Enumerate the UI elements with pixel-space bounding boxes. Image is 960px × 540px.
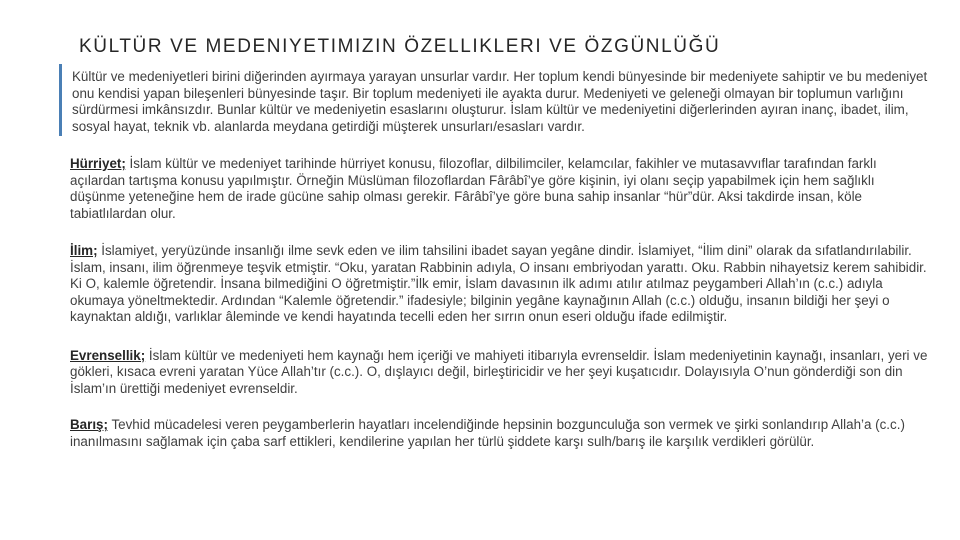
section-baris [70,417,928,450]
section-text: Tevhid mücadelesi veren peygamberlerin hayatları incelendiğinde hepsinin bozgunculuğa son vermek ve şirki sonlandırıp Allah’a (c.c.) inanılmasını sağlamak için çaba sarf ettikleri, kendilerine yapılan her türlü şiddete karşı sulh/barış ile karşılık verdikleri görülür. [70,417,905,449]
section-term: İlim; [70,243,98,258]
accent-bar [59,64,62,136]
section-term: Evrensellik; [70,347,146,363]
section-term: Barış; [70,417,108,432]
slide-body [70,69,928,450]
intro-paragraph: Kültür ve medeniyetleri birini diğerinden ayırmaya yarayan unsurlar vardır. Her toplum kendi bünyesinde bir medeniyete sahiptir ve bu medeniyet onu kendisi yapan bileşenleri bünyesinde taşır. Bir toplum medeniyeti ile ayakta durur. Medeniyeti ve geleneği olmayan bir toplumun varlığını sürdürmesi imkânsızdır. Bunlar kültür ve medeniyetin esaslarını oluşturur. İslam kültür ve medeniyetini diğerlerinden ayıran inanç, ibadet, ilim, sosyal hayat, teknik vb. alanlarda meydana getirdiği müşterek unsurları/esasları vardır. [72,69,928,134]
section-text: İslam kültür ve medeniyeti hem kaynağı hem içeriği ve mahiyeti itibarıyla evrenseldir. İslam medeniyetinin kaynağı, insanları, yeri ve gökleri, kısaca evreni yaratan Yüce Allah’tır (c.c.). O, dışlayıcı değil, birleştiricidir ve her şeyi kuşatıcıdır. Dolayısıyla O’nun gönderdiği son din İslam’ın ürettiği medeniyet evrenseldir. [70,347,928,396]
section-hurriyet [70,156,928,222]
section-text: İslamiyet, yeryüzünde insanlığı ilme sevk eden ve ilim tahsilini ibadet sayan yegâne dindir. İslamiyet, “İlim dini” olarak da sıfatlandırılabilir. İslam, insanı, ilim öğrenmeye teşvik etmiştir. “Oku, yaratan Rabbinin adıyla, O insanı embriyodan yarattı. Oku. Rabbin nihayetsiz kerem sahibidir. Ki O, kalemle öğretendir. İnsana bilmediğini O öğretmiştir.”İlk emir, İslam davasının ilk adımı atılır atılmaz peygamberi Allah’ın (c.c.) adıyla okumaya yöneltmektedir. Ardından “Kalemle öğretendir.” ifadesiyle; bilginin yegâne kaynağının Allah (c.c.) olduğu, insanın bildiği her şeyi o kaynaktan aldığı, varlıklar âleminde ve kendi hayatında tecelli eden her sırrın onun eseri olduğu ifade edilmiştir. [70,243,927,324]
section-term: Hürriyet; [70,156,126,171]
section-evrensellik [70,348,928,398]
section-text: İslam kültür ve medeniyet tarihinde hürriyet konusu, filozoflar, dilbilimciler, kelamcılar, fakihler ve mutasavvıflar tarafından farklı açılardan tartışma konusu yapılmıştır. Örneğin Müslüman filozoflardan Fârâbî’ye göre kişinin, iyi olanı seçip yapabilmek için hem sağlıklı düşünme yeteneğine hem de irade gücüne sahip olması gerekir. Fârâbî’ye göre buna sahip insanlar “hür”dür. Aksi takdirde insan, köle tabiatlılardan olur. [70,156,877,221]
section-ilim [70,243,928,326]
slide-title: KÜLTÜR VE MEDENIYETIMIZIN ÖZELLIKLERI VE ÖZGÜNLÜĞÜ [79,36,721,57]
